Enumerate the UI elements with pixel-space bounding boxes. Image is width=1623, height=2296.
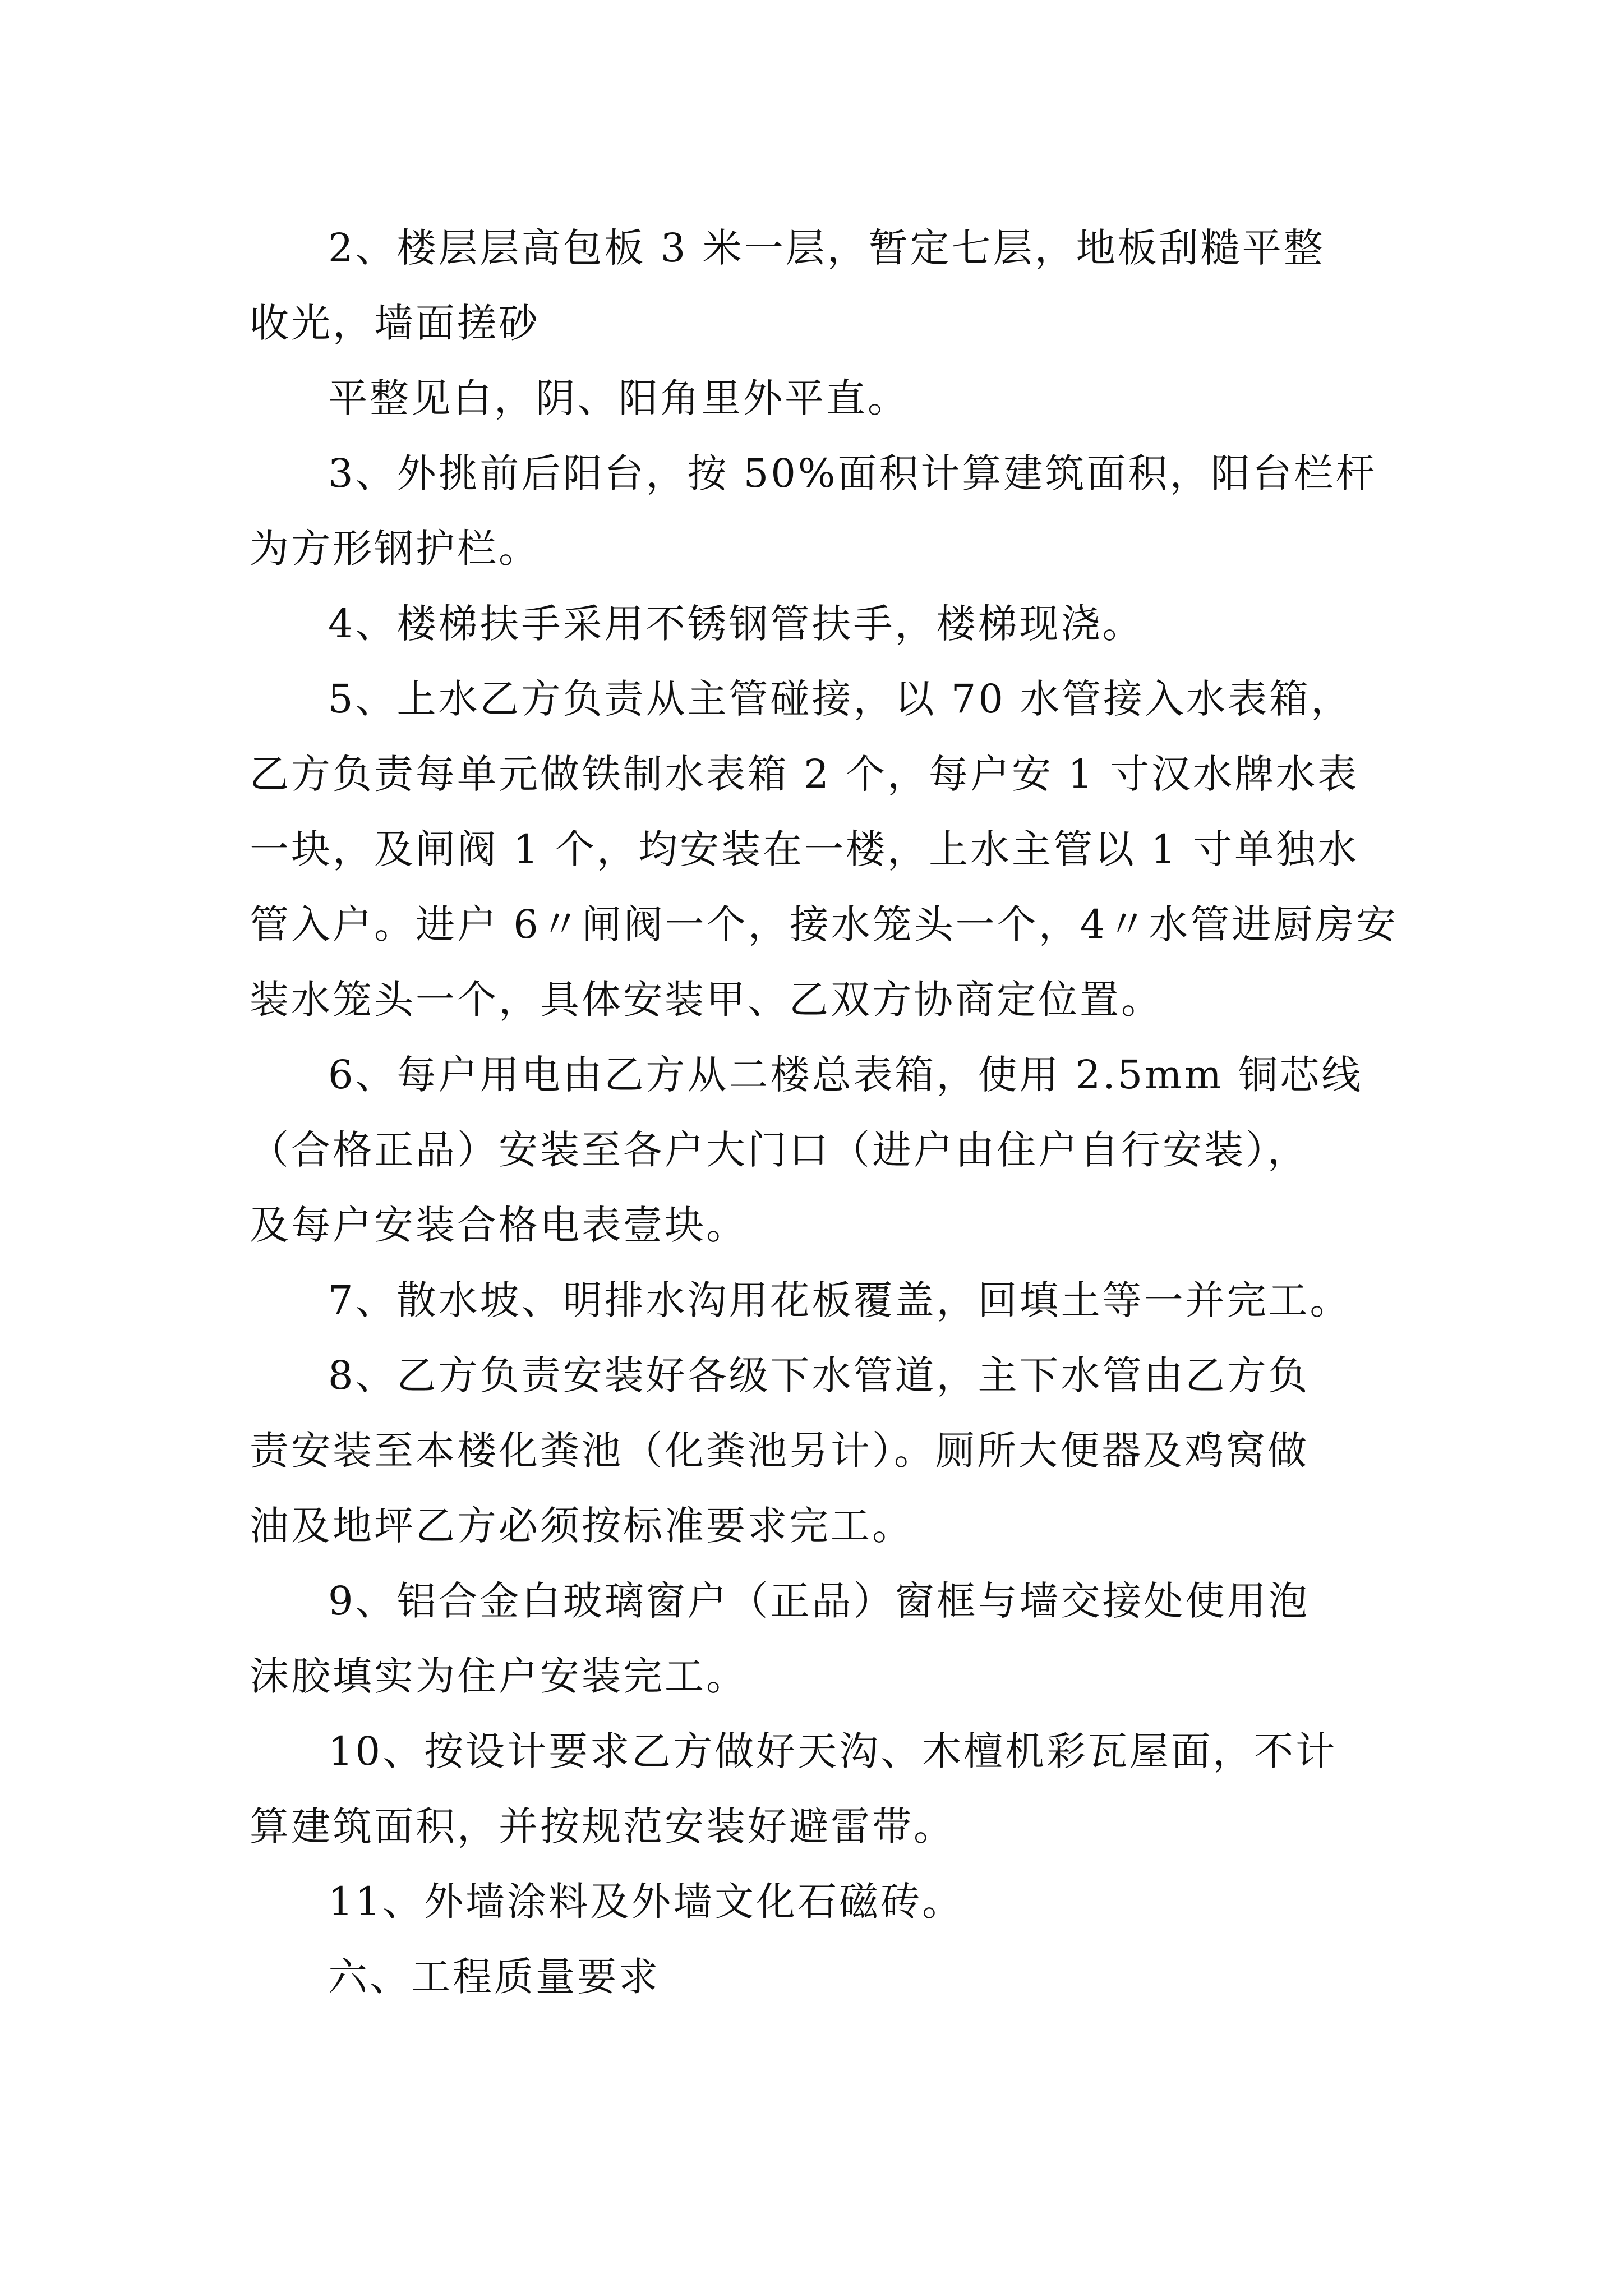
paragraph-item-10 (250, 1714, 1405, 1864)
text-line: 一块，及闸阀 1 个，均安装在一楼，上水主管以 1 寸单独水 (250, 826, 1359, 872)
text-line: （合格正品）安装至各户大门口（进户由住户自行安装）， (250, 1127, 1309, 1173)
text-line: 11、外墙涂料及外墙文化石磁砖。 (328, 1879, 964, 1925)
text-line: 6、每户用电由乙方从二楼总表箱，使用 2.5mm 铜芯线 (328, 1052, 1363, 1098)
text-line: 9、铝合金白玻璃窗户（正品）窗框与墙交接处使用泡 (328, 1578, 1310, 1624)
text-line: 3、外挑前后阳台，按 50%面积计算建筑面积，阳台栏杆 (328, 450, 1377, 496)
text-line: 8、乙方负责安装好各级下水管道，主下水管由乙方负 (328, 1352, 1310, 1398)
text-line: 4、楼梯扶手采用不锈钢管扶手，楼梯现浇。 (328, 601, 1144, 647)
text-line: 六、工程质量要求 (328, 1954, 660, 2000)
text-line: 10、按设计要求乙方做好天沟、木檀机彩瓦屋面，不计 (328, 1728, 1338, 1774)
paragraph-item-6 (250, 1037, 1405, 1263)
text-line: 沫胶填实为住户安装完工。 (250, 1653, 748, 1699)
section-heading (250, 1939, 1405, 2014)
text-line: 乙方负责每单元做铁制水表箱 2 个，每户安 1 寸汉水牌水表 (250, 751, 1359, 797)
paragraph-item-7 (250, 1263, 1405, 1338)
text-line: 管入户。进户 6〃闸阀一个，接水笼头一个，4〃水管进厨房安 (250, 901, 1398, 947)
text-line: 油及地坪乙方必须按标准要求完工。 (250, 1503, 914, 1549)
text-line: 2、楼层层高包板 3 米一层，暂定七层，地板刮糙平整 (328, 225, 1325, 271)
text-line: 算建筑面积，并按规范安装好避雷带。 (250, 1803, 955, 1849)
paragraph-item-11 (250, 1864, 1405, 1939)
text-line: 5、上水乙方负责从主管碰接，以 70 水管接入水表箱， (328, 676, 1353, 722)
text-line: 收光，墙面搓砂 (250, 300, 540, 346)
paragraph-item-4 (250, 586, 1405, 661)
paragraph-item-2 (250, 210, 1405, 361)
text-line: 及每户安装合格电表壹块。 (250, 1202, 748, 1248)
text-line: 7、散水坡、明排水沟用花板覆盖，回填土等一并完工。 (328, 1277, 1352, 1323)
paragraph-continuation (250, 361, 1405, 436)
text-line: 平整见白，阴、阳角里外平直。 (328, 375, 909, 421)
paragraph-item-3 (250, 436, 1405, 586)
paragraph-item-5 (250, 661, 1405, 1037)
document-body (250, 210, 1405, 2014)
text-line: 装水笼头一个，具体安装甲、乙双方协商定位置。 (250, 977, 1163, 1023)
text-line: 责安装至本楼化粪池（化粪池另计）。厕所大便器及鸡窝做 (250, 1428, 1309, 1474)
paragraph-item-8 (250, 1338, 1405, 1563)
text-line: 为方形钢护栏。 (250, 526, 540, 572)
paragraph-item-9 (250, 1563, 1405, 1714)
